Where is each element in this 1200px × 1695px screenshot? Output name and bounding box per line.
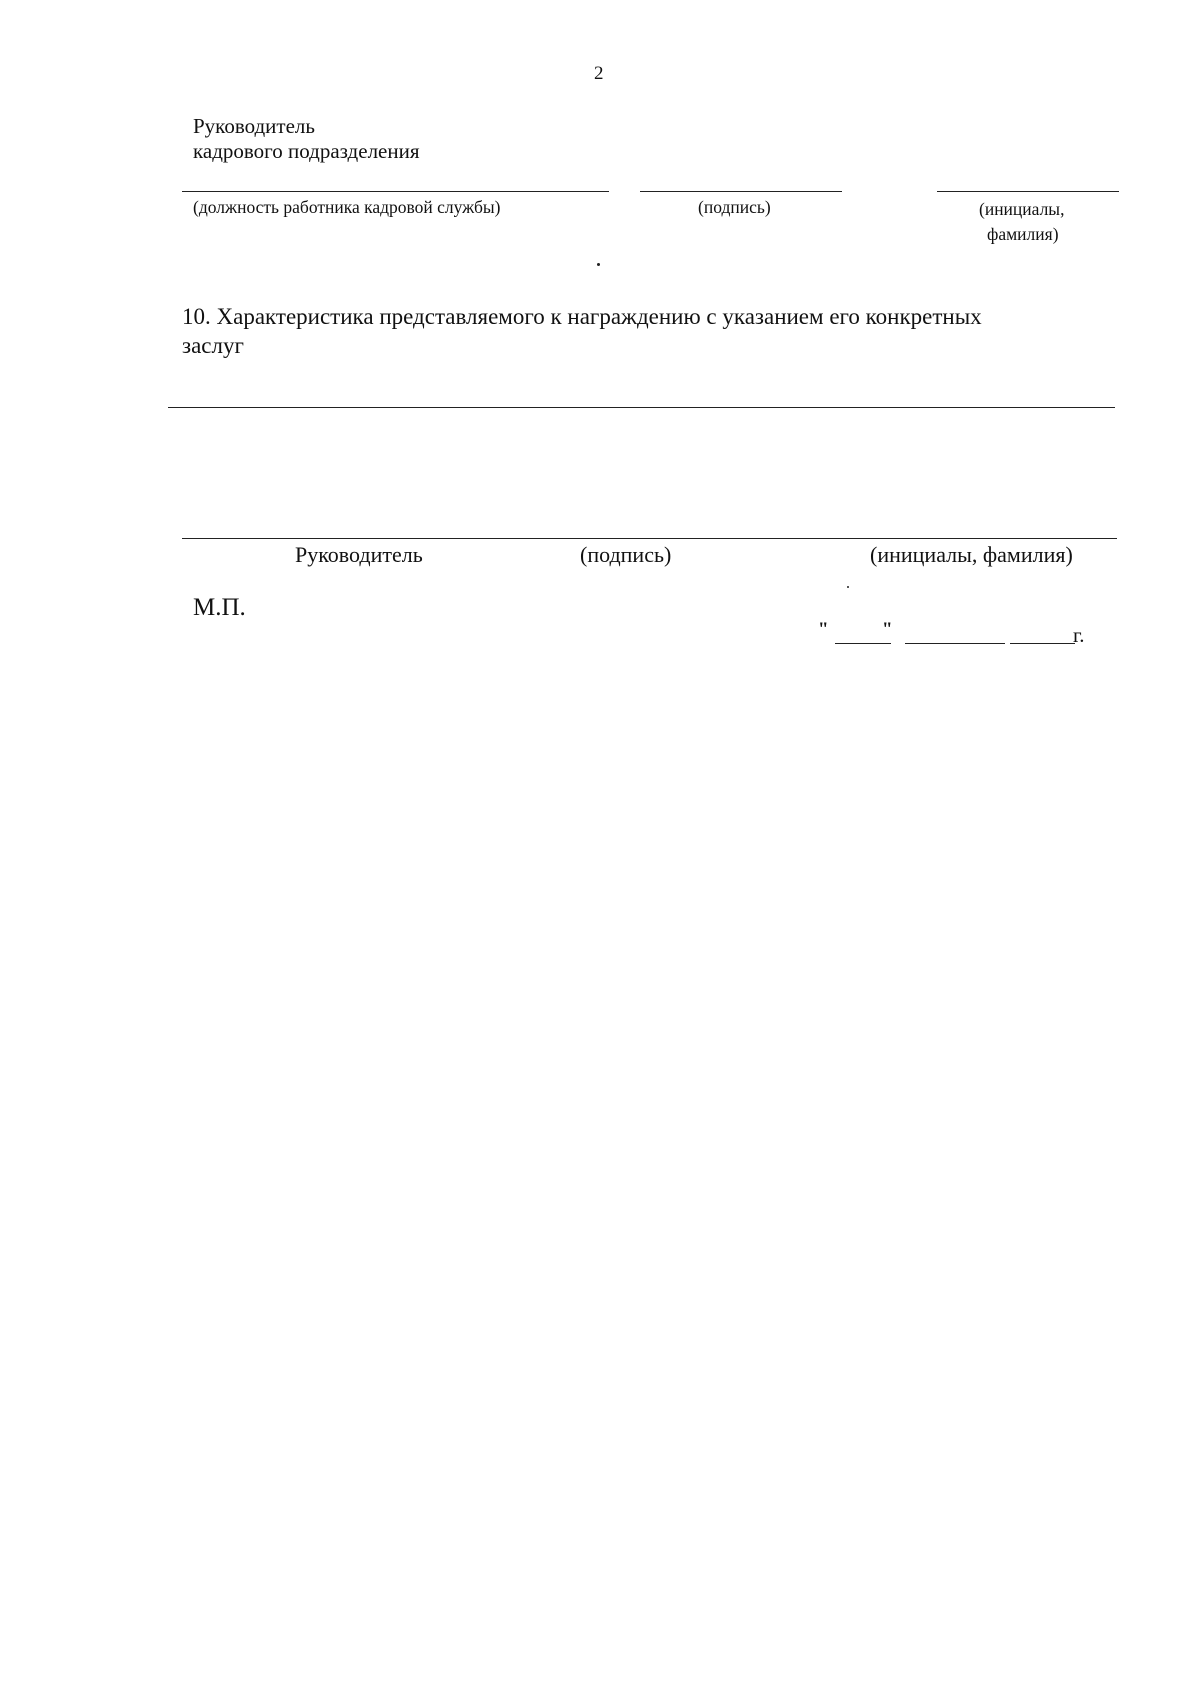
section10-heading-line1: 10. Характеристика представляемого к награждению с указанием его конкретных (182, 304, 982, 329)
head-signature-line (182, 538, 1117, 539)
date-quote-open: " (818, 619, 829, 640)
date-year-suffix: г. (1073, 623, 1085, 647)
scan-dot-mark-2 (847, 586, 849, 588)
hr-position-line (182, 191, 609, 192)
hr-signature-line (640, 191, 842, 192)
hr-initials-caption-line2: фамилия) (987, 224, 1059, 244)
hr-head-title-line1: Руководитель (193, 114, 315, 138)
date-quote-close: " (882, 619, 893, 640)
date-day-line (835, 643, 891, 644)
stamp-place-label: М.П. (193, 594, 246, 621)
head-caption: Руководитель (295, 542, 423, 567)
hr-head-title-line2: кадрового подразделения (193, 139, 420, 163)
head-initials-caption: (инициалы, фамилия) (870, 542, 1073, 567)
section10-heading-line2: заслуг (182, 333, 244, 358)
section10-answer-line (168, 407, 1115, 408)
date-month-line (905, 643, 1005, 644)
hr-initials-line (937, 191, 1119, 192)
scan-dot-mark (597, 263, 600, 266)
hr-signature-caption: (подпись) (698, 197, 771, 217)
hr-initials-caption-line1: (инициалы, (979, 199, 1065, 219)
date-year-line (1010, 643, 1075, 644)
page-number: 2 (594, 63, 604, 84)
head-signature-caption: (подпись) (580, 542, 672, 567)
hr-position-caption: (должность работника кадровой службы) (193, 197, 501, 217)
